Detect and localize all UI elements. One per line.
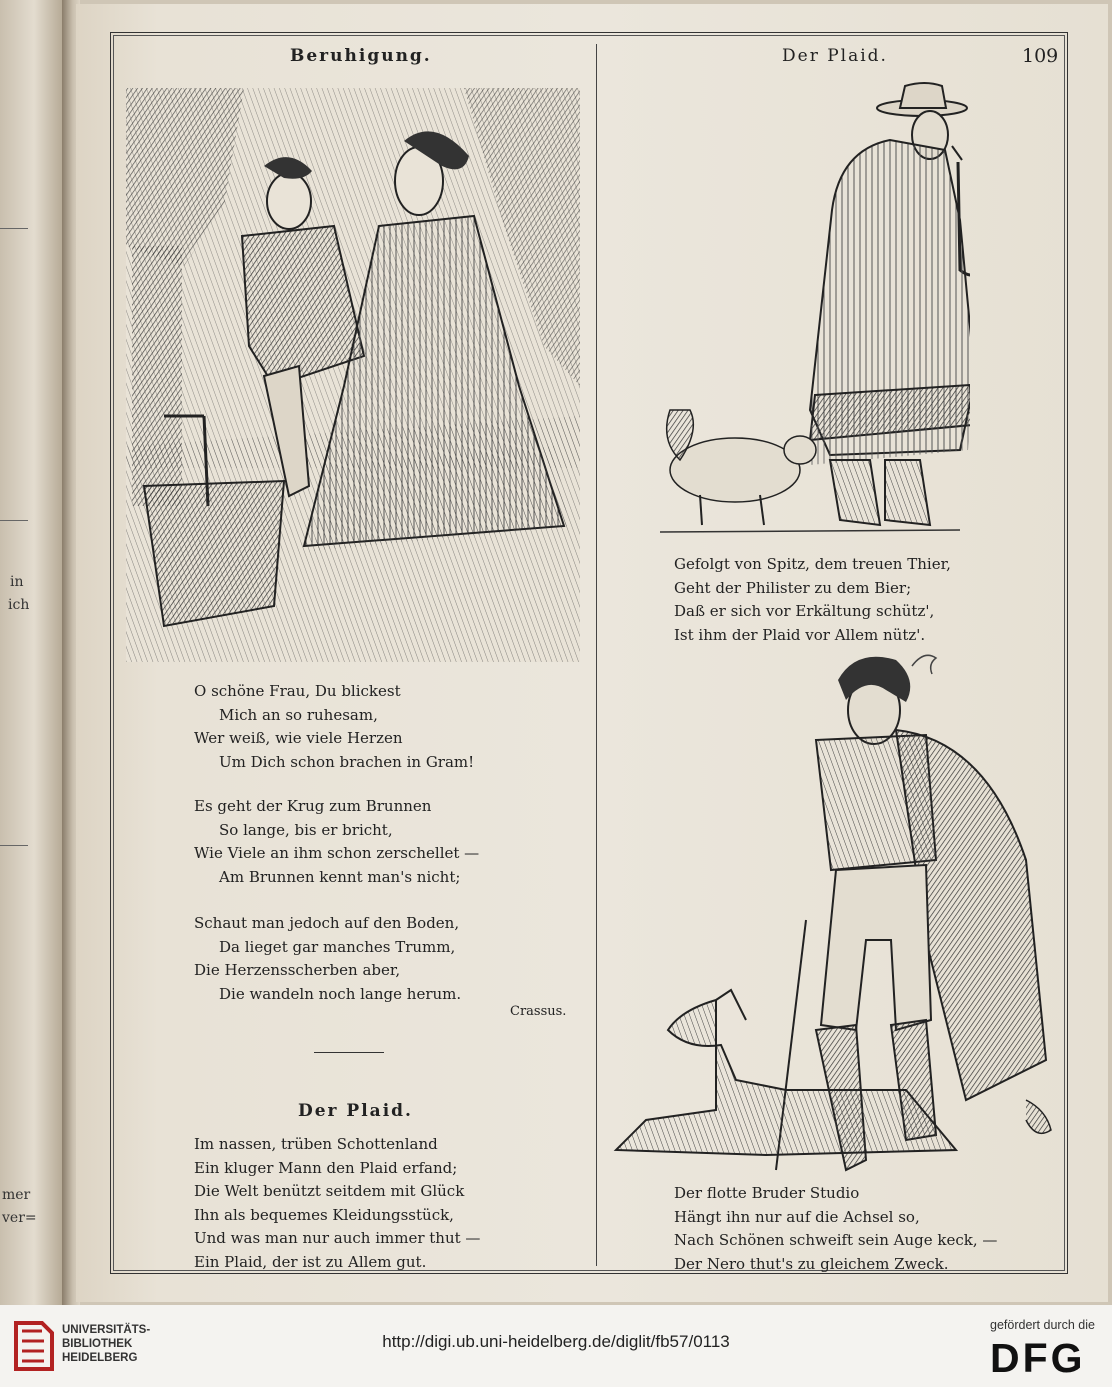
caption-line: Ist ihm der Plaid vor Allem nütz'. [674, 625, 926, 644]
caption-line: Geht der Philister zu dem Bier; [674, 578, 912, 597]
fragment-text: mer [2, 1187, 31, 1203]
poem-line: Ein Plaid, der ist zu Allem gut. [194, 1252, 427, 1271]
poem-line: Ein kluger Mann den Plaid erfand; [194, 1158, 458, 1177]
library-name-line: UNIVERSITÄTS- [62, 1324, 151, 1336]
left-column-title: Beruhigung. [290, 46, 432, 66]
library-name-line: BIBLIOTHEK [62, 1338, 133, 1350]
caption-line: Hängt ihn nur auf die Achsel so, [674, 1207, 920, 1226]
poem-body [194, 1133, 480, 1274]
poem-line: Wie Viele an ihm schon zerschellet — [194, 844, 480, 862]
column-rule [0, 520, 28, 521]
poem-line: Da lieget gar manches Trumm, [219, 937, 456, 956]
permalink-url[interactable]: http://digi.ub.uni-heidelberg.de/diglit/fb57/0113 [382, 1332, 730, 1351]
poem-line: Die wandeln noch lange herum. [219, 984, 462, 1003]
fragment-text: ver= [2, 1210, 37, 1226]
page-number: 109 [1022, 45, 1059, 67]
caption-line: Nach Schönen schweift sein Auge keck, — [674, 1231, 998, 1249]
poem-line: Die Welt benützt seitdem mit Glück [194, 1182, 465, 1200]
poem-line: Wer weiß, wie viele Herzen [194, 729, 403, 747]
poem-line: Am Brunnen kennt man's nicht; [219, 867, 461, 886]
poem-stanza [194, 680, 474, 774]
poem-line: Schaut man jedoch auf den Boden, [194, 914, 460, 932]
philistine-with-spitz-illustration [660, 80, 970, 550]
column-rule [0, 845, 28, 846]
student-with-dog-illustration [606, 640, 1054, 1180]
couple-at-well-illustration [124, 86, 582, 666]
poem-title: Der Plaid. [298, 1101, 413, 1121]
fragment-text: in [10, 574, 24, 590]
poem-line: Um Dich schon brachen in Gram! [219, 752, 475, 771]
illustration-caption [674, 553, 951, 647]
caption-line: Gefolgt von Spitz, dem treuen Thier, [674, 555, 951, 573]
poem-stanza [194, 795, 479, 889]
caption-line: Der flotte Bruder Studio [674, 1184, 860, 1202]
viewer-footer [0, 1305, 1112, 1387]
poem-line: Und was man nur auch immer thut — [194, 1229, 481, 1247]
poem-line: Mich an so ruhesam, [219, 705, 378, 724]
poem-line: Die Herzensscherben aber, [194, 961, 401, 979]
caption-line: Daß er sich vor Erkältung schütz', [674, 602, 935, 620]
poem-line: Es geht der Krug zum Brunnen [194, 797, 432, 815]
funding-caption: gefördert durch die [990, 1318, 1095, 1332]
column-divider [596, 44, 597, 1266]
library-name-line: HEIDELBERG [62, 1352, 138, 1364]
caption-line: Der Nero thut's zu gleichem Zweck. [674, 1254, 949, 1273]
running-title: Der Plaid. [782, 46, 888, 66]
previous-page-edge [0, 0, 62, 1305]
section-separator [314, 1052, 384, 1053]
poem-line: So lange, bis er bricht, [219, 820, 393, 839]
poem-line: Ihn als bequemes Kleidungsstück, [194, 1205, 454, 1224]
column-rule [0, 228, 28, 229]
poem-stanza [194, 912, 461, 1006]
fragment-text: ich [8, 597, 30, 613]
dfg-logo: DFG [990, 1335, 1086, 1381]
poem-line: Im nassen, trüben Schottenland [194, 1135, 438, 1153]
illustration-caption [674, 1182, 997, 1276]
poem-line: O schöne Frau, Du blickest [194, 682, 401, 700]
author-signature: Crassus. [510, 1004, 567, 1019]
